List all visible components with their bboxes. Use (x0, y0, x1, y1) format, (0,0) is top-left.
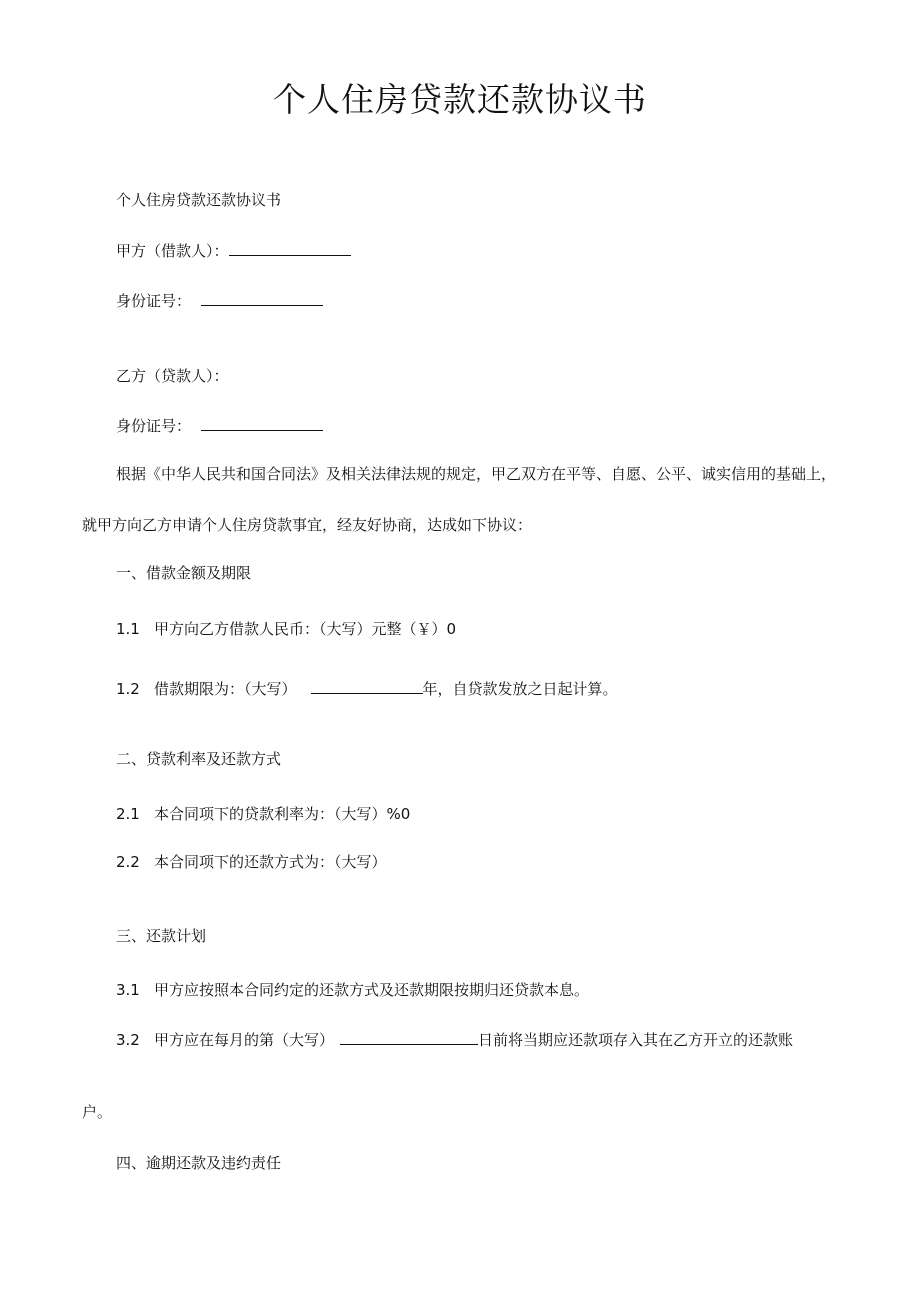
clause-1-2-suffix: 年，自贷款发放之日起计算。 (422, 680, 618, 698)
section-1-heading: 一、借款金额及期限 (116, 564, 252, 582)
clause-2-2 (116, 852, 387, 872)
clause-3-1 (116, 980, 589, 1000)
party-a-line (116, 240, 351, 261)
section-4-heading: 四、逾期还款及违约责任 (116, 1154, 282, 1172)
clause-1-1-number: 1.1 (116, 620, 140, 638)
document-title: 个人住房贷款还款协议书 (273, 80, 647, 119)
clause-2-1 (116, 804, 410, 824)
repayment-day-blank (340, 1029, 478, 1045)
section-3-heading: 三、还款计划 (116, 927, 207, 945)
clause-2-1-number: 2.1 (116, 805, 140, 823)
subtitle: 个人住房贷款还款协议书 (116, 191, 282, 209)
preamble-line-1: 根据《中华人民共和国合同法》及相关法律法规的规定，甲乙双方在平等、自愿、公平、诚实信用的基础上， (116, 465, 837, 483)
party-b-id-label: 身份证号： (116, 417, 192, 435)
clause-1-2-number: 1.2 (116, 680, 140, 698)
clause-1-1 (116, 619, 456, 639)
party-a-blank (229, 240, 351, 256)
clause-3-1-number: 3.1 (116, 981, 140, 999)
clause-2-1-text: 本合同项下的贷款利率为：（大写）%0 (154, 805, 411, 823)
clause-3-2-suffix: 日前将当期应还款项存入其在乙方开立的还款账 (478, 1031, 794, 1049)
party-b-label: 乙方（贷款人）： (116, 367, 229, 385)
preamble-line-2: 就甲方向乙方申请个人住房贷款事宜，经友好协商，达成如下协议： (82, 516, 533, 534)
clause-3-2 (116, 1029, 793, 1050)
clause-3-2-number: 3.2 (116, 1031, 140, 1049)
section-2-heading: 二、贷款利率及还款方式 (116, 750, 282, 768)
clause-3-2-prefix: 甲方应在每月的第（大写） (154, 1031, 335, 1049)
party-a-label: 甲方（借款人）： (116, 242, 229, 260)
party-a-id-label: 身份证号： (116, 292, 192, 310)
clause-2-2-number: 2.2 (116, 853, 140, 871)
clause-2-2-text: 本合同项下的还款方式为：（大写） (154, 853, 387, 871)
clause-3-2-continuation: 户。 (82, 1103, 113, 1121)
party-b-id-line (116, 415, 323, 436)
loan-term-blank (311, 678, 423, 694)
party-a-id-blank (201, 290, 323, 306)
party-b-id-blank (201, 415, 323, 431)
clause-1-2 (116, 678, 618, 699)
clause-1-1-text: 甲方向乙方借款人民币：（大写）元整（￥）0 (154, 620, 457, 638)
clause-1-2-prefix: 借款期限为：（大写） (154, 680, 297, 698)
party-a-id-line (116, 290, 323, 311)
clause-3-1-text: 甲方应按照本合同约定的还款方式及还款期限按期归还贷款本息。 (154, 981, 590, 999)
